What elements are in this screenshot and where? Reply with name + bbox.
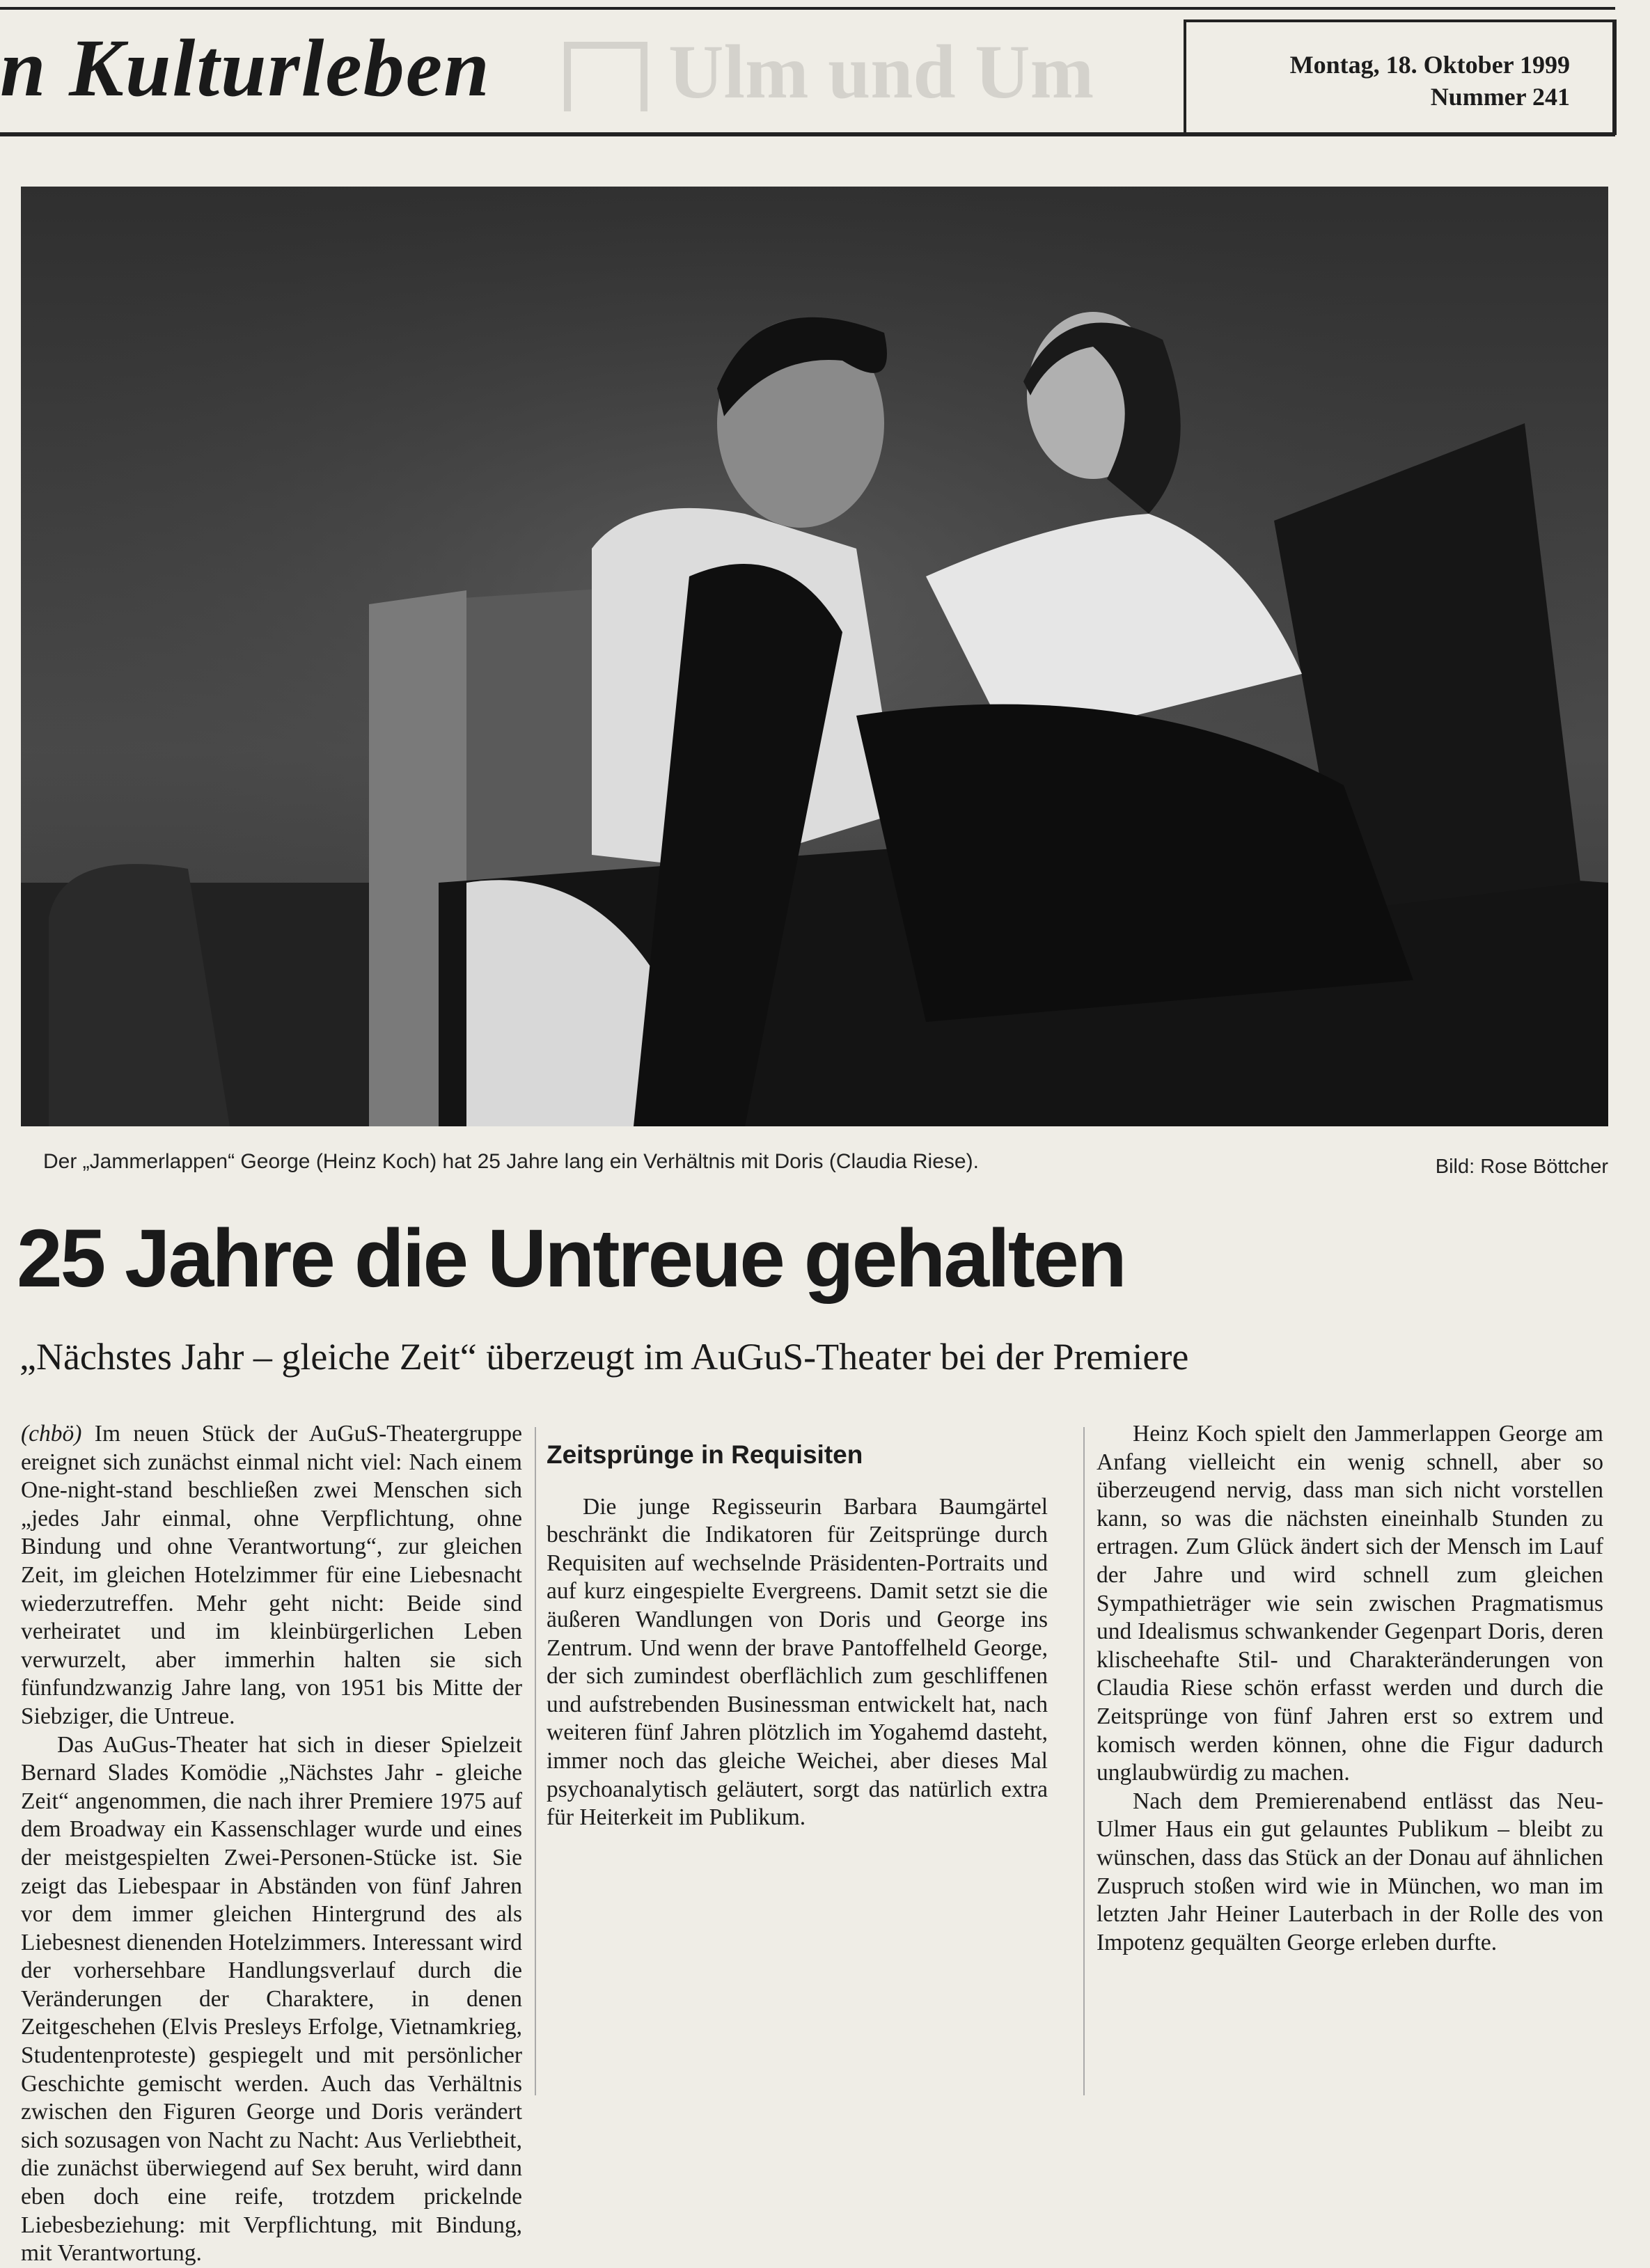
bleed-logo-icon <box>564 42 647 111</box>
article-subheading: Zeitsprünge in Requisiten <box>547 1440 863 1469</box>
ressort-title: n Kulturleben <box>0 22 491 113</box>
issue-date: Montag, 18. Oktober 1999 <box>1289 51 1570 79</box>
issue-number: Nummer 241 <box>1430 83 1570 111</box>
article-subheadline: „Nächstes Jahr – gleiche Zeit“ überzeugt im AuGuS-Theater bei der Premiere <box>19 1336 1189 1378</box>
bleed-through-text: Ulm und Um <box>564 28 1177 111</box>
lead-text: Im neuen Stück der AuGuS-Theatergruppe ereignet sich zunächst einmal nicht viel: Nach einem One-night-stand beschließen zwei Menschen sich „jedes Jahr einmal, ohne Verpflichtung, ohne Bindung und ohne Verantwortung“, zur gleichen Zeit, im gleichen Hotelzimmer für eine Liebesnacht wiederzutreffen. Mehr geht nicht: Beide sind verheiratet und im kleinbürgerlichen Leben verwurzelt, aber immerhin halten sie sich fünfundzwanzig Jahre lang, von 1951 bis Mitte der Siebziger, die Untreue. <box>21 1421 523 1729</box>
column-rule <box>1083 1427 1085 2095</box>
article-lead <box>21 1420 522 1731</box>
article-column-1 <box>21 1420 522 2268</box>
header-rule-bottom <box>0 132 1615 136</box>
photo-credit: Bild: Rose Böttcher <box>1435 1156 1608 1178</box>
article-headline: 25 Jahre die Untreue gehalten <box>17 1213 1125 1305</box>
stage-scene-image <box>21 187 1608 1126</box>
article-paragraph: Die junge Regisseurin Barbara Baumgärtel beschränkt die Indikatoren für Zeitsprünge durch Requisiten auf wechselnde Präsidenten-Portraits und auf kurz eingespielte Evergreens. Damit setzt sie die äußeren Wandlungen von Doris und George ins Zentrum. Und wenn der brave Pantoffelheld George, der sich zumindest oberflächlich zum geschliffenen und aufstrebenden Businessman entwickelt hat, nach weiteren fünf Jahren plötzlich im Yogahemd dasteht, immer noch das gleiche Weichei, aber dieses Mal psychoanalytisch geläutert, sorgt das natürlich extra für Heiterkeit im Publikum. <box>547 1493 1048 1831</box>
article-paragraph: Nach dem Premierenabend entlässt das Neu-Ulmer Haus ein gut gelauntes Publikum – bleibt zu wünschen, dass das Stück an der Donau auf ähnlichen Zuspruch stoßen wird wie in München, wo man im letzten Jahr Heiner Lauterbach in der Rolle des von Impotenz gequälten George erleben durfte. <box>1097 1788 1603 1955</box>
dateline <box>1290 49 1570 113</box>
article-column-3 <box>1097 1420 1603 1957</box>
article-paragraph: Das AuGus-Theater hat sich in dieser Spielzeit Bernard Slades Komödie „Nächstes Jahr - gleiche Zeit“ angenommen, die nach ihrer Premiere 1975 auf dem Broadway ein Kassenschlager wurde und eines der meistgespielten Zwei-Personen-Stücke ist. Sie zeigt das Liebespaar in Abständen von fünf Jahren vor dem immer gleichen Hintergrund des als Liebesnest dienenden Hotelzimmers. Interessant wird der vorhersehbare Handlungsverlauf durch die Veränderungen der Charaktere, in denen Zeitgeschehen (Elvis Presleys Erfolge, Vietnamkrieg, Studentenproteste) gespiegelt und mit persönlicher Geschichte gemischt werden. Auch das Verhältnis zwischen den Figuren George und Doris verändert sich sozusagen von Nacht zu Nacht: Aus Verliebtheit, die zunächst überwiegend auf Sex beruht, wird dann eben doch eine reife, trotzdem prickelnde Liebesbeziehung: mit Verpflichtung, mit Bindung, mit Verantwortung. <box>21 1731 522 2267</box>
column-rule <box>535 1427 536 2095</box>
article-photo <box>21 187 1608 1126</box>
author-tag: (chbö) <box>21 1421 82 1447</box>
photo-caption: Der „Jammerlappen“ George (Heinz Koch) hat 25 Jahre lang ein Verhältnis mit Doris (Claudia Riese). <box>43 1150 979 1173</box>
article-paragraph: Heinz Koch spielt den Jammerlappen George am Anfang vielleicht ein wenig schnell, aber so überzeugend nervig, dass man sich nicht vorstellen kann, so was die nächsten eineinhalb Stunden zu ertragen. Zum Glück ändert sich der Mensch im Lauf der Jahre und wird schnell zum gleichen Sympathieträger wie sein zwischen Pragmatismus und Idealismus schwankender Gegenpart Doris, deren klischeehafte Stil- und Charakteränderungen von Claudia Riese schön erfasst werden und durch die Zeitsprünge von fünf Jahren erst so extrem und komisch werden können, ohne die Figur dadurch unglaubwürdig zu machen. <box>1097 1421 1603 1786</box>
header-rule-top <box>0 7 1615 10</box>
article-column-2 <box>547 1420 1048 1832</box>
